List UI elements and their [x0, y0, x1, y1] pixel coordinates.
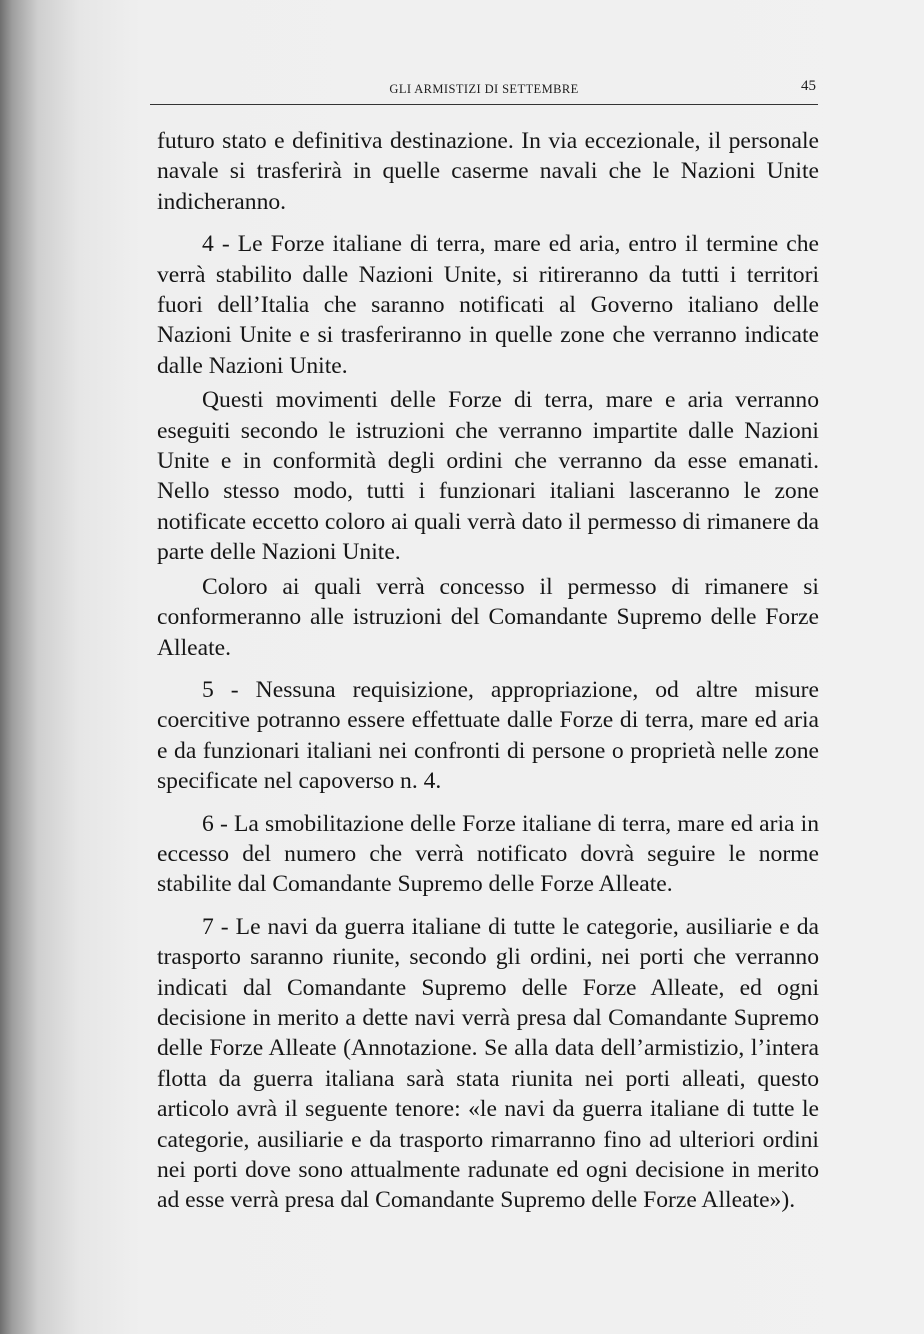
paragraph-permission: Coloro ai quali verrà concesso il permesso di rimanere si conformeranno alle istruzioni del Comandante Supremo delle Forze Alleate.	[157, 573, 819, 661]
paragraph-article-7: 7 - Le navi da guerra italiane di tutte le categorie, ausiliarie e da trasporto saranno riunite, secondo gli ordini, nei porti che verranno indicati dal Comandante Supremo delle Forze Alleate, ed ogni decisione in merito a dette navi verrà presa dal Comandante Supremo delle Forze Alleate (Annotazione. Se alla data dell’armistizio, l’intera flotta da guerra italiana sarà stata riunita nei porti alleati, questo articolo avrà il seguente tenore: «le navi da guerra italiane di tutte le categorie, ausiliarie e da trasporto rimarranno fino ad ulteriori ordini nei porti dove sono attualmente radunate ed ogni decisione in merito ad esse verrà presa dal Comandante Supremo delle Forze Alleate»).	[157, 913, 819, 1214]
paragraph-continuation: futuro stato e definitiva destinazione. In via eccezionale, il personale navale si trasferirà in quelle caserme navali che le Nazioni Unite indicheranno.	[157, 128, 819, 215]
paragraph-article-4: 4 - Le Forze italiane di terra, mare ed aria, entro il termine che verrà stabilito dalle Nazioni Unite, si ritireranno da tutti i territori fuori dell’Italia che saranno notificati al Governo italiano delle Nazioni Unite e si trasferiranno in quelle zone che verranno indicate dalle Nazioni Unite.	[157, 231, 819, 379]
body-text	[157, 126, 819, 1216]
paragraph-movements: Questi movimenti delle Forze di terra, mare e aria verranno eseguiti secondo le istruzioni che verranno impartite dalle Nazioni Unite e in conformità degli ordini che verranno da esse emanati. Nello stesso modo, tutti i funzionari italiani lasceranno le zone notificate eccetto coloro ai quali verrà dato il permesso di rimanere da parte delle Nazioni Unite.	[157, 387, 819, 566]
paragraph-article-6: 6 - La smobilitazione delle Forze italiane di terra, mare ed aria in eccesso del numero che verrà notificato dovrà seguire le norme stabilite dal Comandante Supremo delle Forze Alleate.	[157, 810, 819, 898]
paragraph-article-5: 5 - Nessuna requisizione, appropriazione, od altre misure coercitive potranno essere effettuate dalle Forze di terra, mare ed aria e da funzionari italiani nei confronti di persone o proprietà nelle zone specificate nel capoverso n. 4.	[157, 676, 819, 795]
page-number: 45	[801, 78, 816, 94]
running-title: GLI ARMISTIZI DI SETTEMBRE	[389, 82, 579, 96]
page-header	[150, 78, 818, 105]
